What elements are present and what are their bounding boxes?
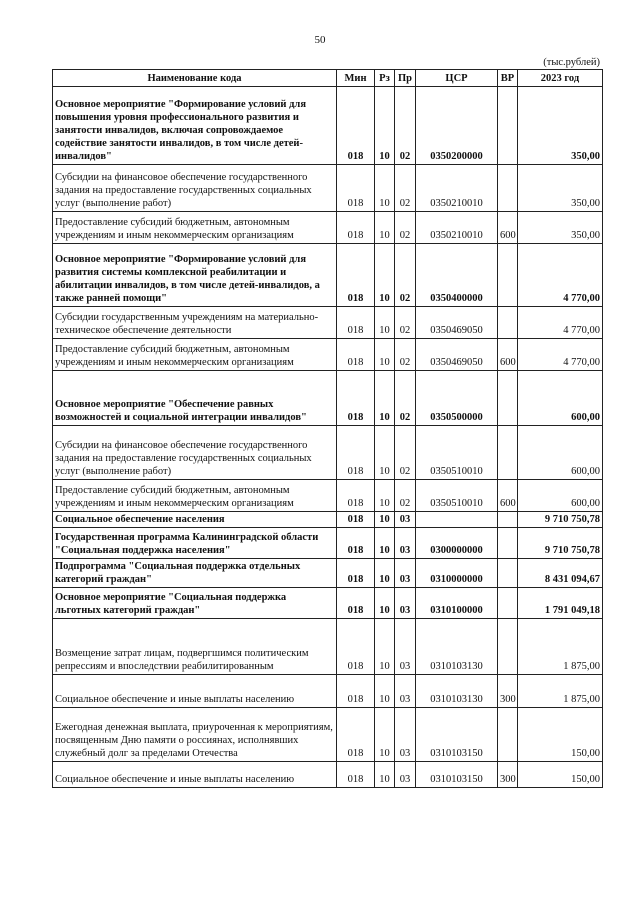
table-row [53,512,603,528]
row-csr: 0310103130 [416,619,498,675]
row-amount: 150,00 [518,708,603,762]
row-amount: 1 791 049,18 [518,588,603,619]
row-pr: 03 [395,559,416,588]
row-vr [498,371,518,426]
table-row [53,307,603,339]
row-name: Основное мероприятие "Формирование условий для развития системы комплексной реабилитации и абилитации инвалидов, в том числе детей-инвалидов, а также ранней помощи" [53,244,337,307]
row-amount: 600,00 [518,480,603,512]
row-name: Предоставление субсидий бюджетным, автономным учреждениям и иным некоммерческим организациям [53,212,337,244]
row-name: Социальное обеспечение населения [53,512,337,528]
row-rz: 10 [375,371,395,426]
table-row [53,244,603,307]
row-amount: 600,00 [518,426,603,480]
table-row [53,619,603,675]
row-amount: 350,00 [518,87,603,165]
row-vr [498,708,518,762]
row-amount: 1 875,00 [518,675,603,708]
row-pr: 02 [395,426,416,480]
row-vr [498,559,518,588]
row-min: 018 [337,165,375,212]
row-min: 018 [337,559,375,588]
row-rz: 10 [375,762,395,788]
row-rz: 10 [375,426,395,480]
row-vr: 600 [498,212,518,244]
row-name: Основное мероприятие "Социальная поддержка льготных категорий граждан" [53,588,337,619]
row-rz: 10 [375,244,395,307]
row-vr [498,87,518,165]
row-min: 018 [337,244,375,307]
row-amount: 4 770,00 [518,244,603,307]
row-pr: 03 [395,675,416,708]
row-name: Ежегодная денежная выплата, приуроченная к мероприятиям, посвященным Дню памяти о россиянах, исполнявших служебный долг за пределами Отечества [53,708,337,762]
row-amount: 1 875,00 [518,619,603,675]
row-name: Государственная программа Калининградской области "Социальная поддержка населения" [53,528,337,559]
row-amount: 4 770,00 [518,339,603,371]
row-name: Основное мероприятие "Формирование условий для повышения уровня профессионального развития и занятости инвалидов, включая сопровождаемое содействие занятости инвалидов, в том числе детей-инвалидов" [53,87,337,165]
row-vr [498,512,518,528]
row-pr: 02 [395,212,416,244]
row-vr [498,588,518,619]
table-row [53,212,603,244]
table-row [53,165,603,212]
row-csr: 0350210010 [416,212,498,244]
row-rz: 10 [375,212,395,244]
table-row [53,559,603,588]
table-row [53,480,603,512]
row-pr: 02 [395,87,416,165]
row-pr: 02 [395,165,416,212]
row-pr: 02 [395,339,416,371]
table-row [53,339,603,371]
row-rz: 10 [375,87,395,165]
row-csr: 0310100000 [416,588,498,619]
row-vr [498,426,518,480]
row-amount: 9 710 750,78 [518,528,603,559]
row-vr [498,528,518,559]
row-csr: 0310000000 [416,559,498,588]
row-min: 018 [337,762,375,788]
row-amount: 8 431 094,67 [518,559,603,588]
row-amount: 150,00 [518,762,603,788]
row-csr: 0350510010 [416,426,498,480]
row-csr: 0350510010 [416,480,498,512]
row-rz: 10 [375,619,395,675]
row-csr: 0350400000 [416,244,498,307]
row-min: 018 [337,212,375,244]
row-vr [498,619,518,675]
row-csr: 0300000000 [416,528,498,559]
row-vr: 300 [498,762,518,788]
table-row [53,588,603,619]
row-amount: 600,00 [518,371,603,426]
table-row [53,426,603,480]
row-min: 018 [337,307,375,339]
row-csr: 0350200000 [416,87,498,165]
row-rz: 10 [375,559,395,588]
row-rz: 10 [375,675,395,708]
row-min: 018 [337,619,375,675]
row-min: 018 [337,371,375,426]
row-vr [498,244,518,307]
row-pr: 03 [395,619,416,675]
table-body [53,87,603,788]
row-name: Субсидии на финансовое обеспечение государственного задания на предоставление государственных социальных услуг (выполнение работ) [53,426,337,480]
header-rz: Рз [375,70,395,87]
table-row [53,528,603,559]
row-pr: 02 [395,307,416,339]
row-min: 018 [337,339,375,371]
table-row [53,371,603,426]
row-min: 018 [337,512,375,528]
table-row [53,762,603,788]
row-csr: 0350469050 [416,307,498,339]
row-csr: 0310103130 [416,675,498,708]
page-number: 50 [314,34,326,46]
table-header-row [53,70,603,87]
row-pr: 03 [395,512,416,528]
row-name: Субсидии на финансовое обеспечение государственного задания на предоставление государственных социальных услуг (выполнение работ) [53,165,337,212]
row-pr: 03 [395,528,416,559]
row-pr: 02 [395,480,416,512]
header-pr: Пр [395,70,416,87]
row-name: Основное мероприятие "Обеспечение равных возможностей и социальной интеграции инвалидов" [53,371,337,426]
budget-table [52,69,603,788]
row-name: Социальное обеспечение и иные выплаты населению [53,675,337,708]
row-amount: 4 770,00 [518,307,603,339]
row-rz: 10 [375,528,395,559]
row-rz: 10 [375,512,395,528]
row-pr: 03 [395,762,416,788]
header-vr: ВР [498,70,518,87]
row-min: 018 [337,675,375,708]
header-csr: ЦСР [416,70,498,87]
row-vr [498,165,518,212]
row-amount: 350,00 [518,212,603,244]
header-year: 2023 год [518,70,603,87]
table-row [53,675,603,708]
row-csr: 0350500000 [416,371,498,426]
row-name: Возмещение затрат лицам, подвергшимся политическим репрессиям и впоследствии реабилитированным [53,619,337,675]
row-rz: 10 [375,307,395,339]
row-vr: 600 [498,339,518,371]
row-csr: 0350210010 [416,165,498,212]
row-pr: 03 [395,588,416,619]
row-pr: 02 [395,371,416,426]
row-pr: 03 [395,708,416,762]
row-vr [498,307,518,339]
row-name: Субсидии государственным учреждениям на материально-техническое обеспечение деятельности [53,307,337,339]
row-min: 018 [337,528,375,559]
table-row [53,708,603,762]
row-csr: 0350469050 [416,339,498,371]
row-rz: 10 [375,588,395,619]
row-min: 018 [337,708,375,762]
units-note: (тыс.рублей) [543,57,600,68]
row-min: 018 [337,426,375,480]
row-pr: 02 [395,244,416,307]
row-rz: 10 [375,165,395,212]
row-rz: 10 [375,480,395,512]
row-name: Предоставление субсидий бюджетным, автономным учреждениям и иным некоммерческим организациям [53,480,337,512]
row-amount: 350,00 [518,165,603,212]
row-name: Подпрограмма "Социальная поддержка отдельных категорий граждан" [53,559,337,588]
row-rz: 10 [375,708,395,762]
row-csr [416,512,498,528]
row-name: Социальное обеспечение и иные выплаты населению [53,762,337,788]
row-name: Предоставление субсидий бюджетным, автономным учреждениям и иным некоммерческим организациям [53,339,337,371]
table-row [53,87,603,165]
row-min: 018 [337,480,375,512]
row-min: 018 [337,87,375,165]
row-rz: 10 [375,339,395,371]
row-csr: 0310103150 [416,708,498,762]
row-min: 018 [337,588,375,619]
row-csr: 0310103150 [416,762,498,788]
row-amount: 9 710 750,78 [518,512,603,528]
header-min: Мин [337,70,375,87]
header-name: Наименование кода [53,70,337,87]
row-vr: 600 [498,480,518,512]
row-vr: 300 [498,675,518,708]
